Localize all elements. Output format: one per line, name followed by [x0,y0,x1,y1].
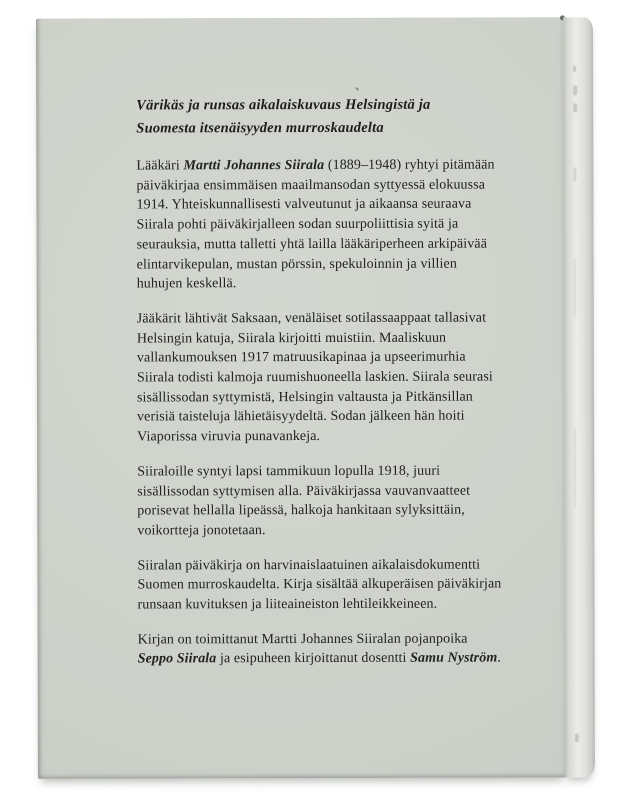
book-back-cover [36,17,566,778]
spine-print-trace [573,85,577,95]
cover-paragraph: Lääkäri Martti Johannes Siirala (1889–1948) ryhtyi pitämään päiväkirjaa ensimmäisen maailmansodan syttyessä elokuussa 1914. Yhteiskunnallisesti valveutunut ja aikaansa seuraava Siirala pohti päiväkirjalleen sodan suurpoliittisia syitä ja seurauksia, mutta talletti yhtä lailla lääkäriperheen arkipäivää elintarvikepulan, mustan pörssin, spekuloinnin ja villien huhujen keskellä. [136,157,495,292]
cover-paragraph: Siiralan päiväkirja on harvinaislaatuinen aikalaisdokumentti Suomen murroskaudelta. Kirja sisältää alkuperäisen päiväkirjan runsaan kuvituksen ja liiteaineiston lehtileikkeineen. [137,557,502,613]
cover-heading: Värikäs ja runsas aikalaiskuvaus Helsingistä ja Suomesta itsenäisyyden murroskaudelta [136,96,431,137]
book-spine [563,17,595,777]
cover-paragraph: Jääkärit lähtivät Saksaan, venäläiset sotilassaappaat tallasivat Helsingin katuja, Siirala kirjoitti muistiin. Maaliskuun vallankumouksen 1917 matruusikapinaa ja upseerimurhia Siirala todisti kalmoja ruumishuoneella laskien. Siirala seurasi sisällissodan syttymistä, Helsingin valtausta ja Pitkänsillan verisiä taisteluja lähietäisyydeltä. Sodan jälkeen hän hoiti Viaporissa viruvia punavankeja. [136,310,493,445]
spine-print-trace [574,427,576,507]
spine-print-trace [573,65,576,72]
back-cover-text [136,93,553,684]
cover-paragraph: Siiraloille syntyi lapsi tammikuun lopulla 1918, juuri sisällissodan syttymisen alla. Päiväkirjassa vauvanvaatteet porisevat hellalla lipeässä, halkoja hankitaan sylyksittäin, voikortteja jonotetaan. [137,463,471,539]
spine-print-trace [573,103,577,112]
book [36,17,595,778]
cover-paragraph: Kirjan on toimittanut Martti Johannes Siiralan pojanpoika Seppo Siirala ja esipuheen kirjoittanut dosentti Samu Nyström. [137,631,501,667]
spine-print-trace [573,167,576,181]
spine-print-trace [575,733,579,742]
spine-print-trace [574,257,576,317]
dust-speck [355,87,359,91]
